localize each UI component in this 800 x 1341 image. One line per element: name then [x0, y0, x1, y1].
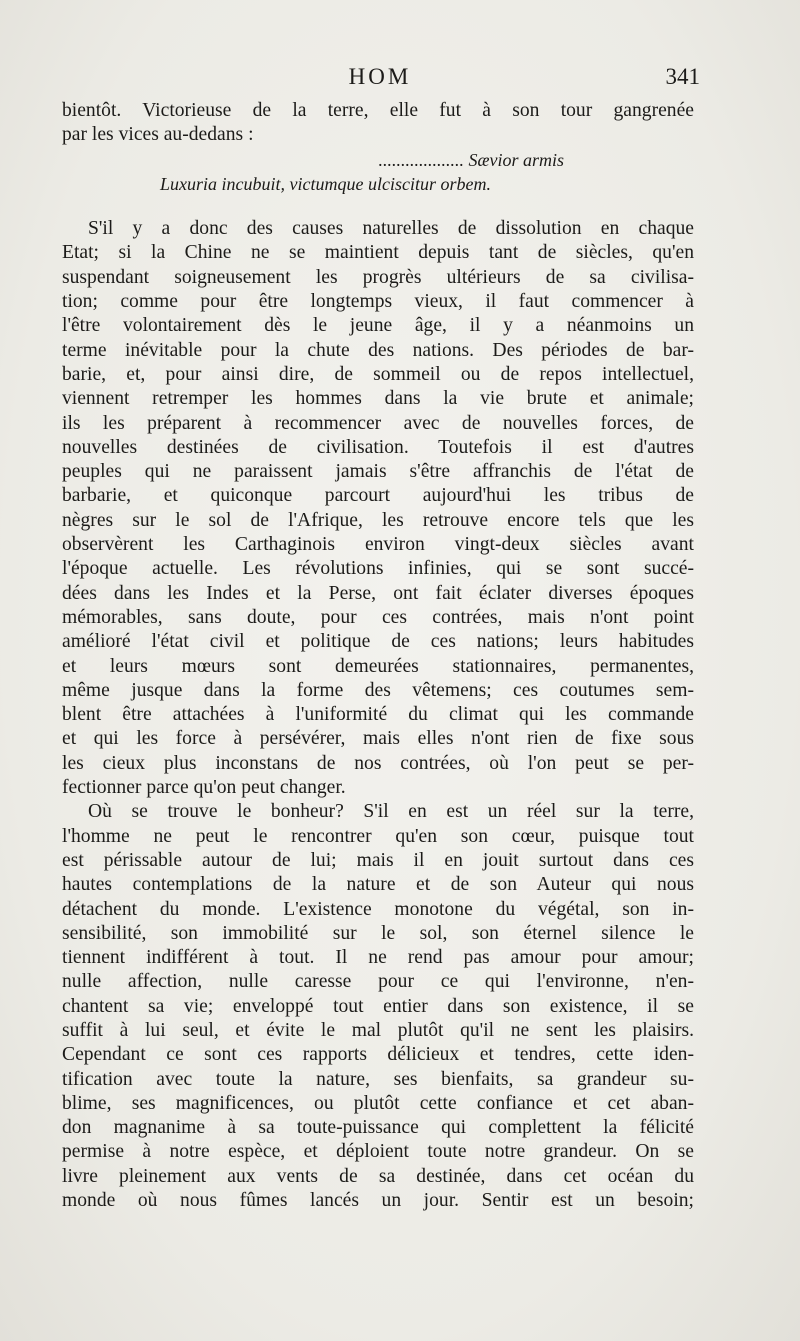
text-line: tification avec toute la nature, ses bienfaits, sa grandeur su- — [62, 1068, 694, 1090]
text-line: l'époque actuelle. Les révolutions infinies, qui se sont succé- — [62, 558, 694, 580]
text-line: blime, ses magnificences, ou plutôt cette confiance et cet aban- — [62, 1092, 694, 1114]
text-line: nulle affection, nulle caresse pour ce qui l'environne, n'en- — [62, 971, 694, 993]
latin-quote-line: Luxuria incubuit, victumque ulciscitur orbem. — [160, 173, 491, 194]
text-line: fectionner parce qu'on peut changer. — [62, 777, 346, 799]
text-line: permise à notre espèce, et déploient toute notre grandeur. On se — [62, 1141, 694, 1163]
text-line: les cieux plus inconstans de nos contrées, où l'on peut se per- — [62, 752, 694, 774]
text-line: détachent du monde. L'existence monotone du végétal, son in- — [62, 898, 694, 920]
text-line: mémorables, sans doute, pour ces contrées, mais n'ont point — [62, 606, 694, 628]
text-line: Où se trouve le bonheur? S'il en est un réel sur la terre, — [88, 801, 694, 823]
text-line: Etat; si la Chine ne se maintient depuis tant de siècles, qu'en — [62, 242, 694, 264]
text-line: est périssable autour de lui; mais il en jouit surtout dans ces — [62, 849, 694, 871]
text-line: Cependant ce sont ces rapports délicieux et tendres, cette iden- — [62, 1044, 694, 1066]
text-line: bientôt. Victorieuse de la terre, elle fut à son tour gangrenée — [62, 100, 694, 121]
text-line: barbarie, et quiconque parcourt aujourd'hui les tribus de — [62, 485, 694, 507]
text-line: et qui les force à persévérer, mais elles n'ont rien de fixe sous — [62, 728, 694, 750]
text-line: terme inévitable pour la chute des nations. Des périodes de bar- — [62, 339, 694, 361]
text-line: viennent retremper les hommes dans la vie brute et animale; — [62, 388, 694, 410]
text-line: suspendant soigneusement les progrès ultérieurs de sa civilisa- — [62, 266, 694, 288]
text-line: nègres sur le sol de l'Afrique, les retrouve encore tels que les — [62, 509, 694, 531]
page-number: 341 — [665, 64, 700, 89]
text-line: peuples qui ne paraissent jamais s'être affranchis de l'état de — [62, 461, 694, 483]
text-line: et leurs mœurs sont demeurées stationnaires, permanentes, — [62, 655, 694, 677]
text-line: tiennent indifférent à tout. Il ne rend pas amour pour amour; — [62, 947, 694, 969]
text-line: dées dans les Indes et la Perse, ont fait éclater diverses époques — [62, 582, 694, 604]
text-line: ils les préparent à recommencer avec de nouvelles forces, de — [62, 412, 694, 434]
paragraph-gap — [62, 196, 694, 217]
text-line: l'être volontairement dès le jeune âge, il y a néanmoins un — [62, 315, 694, 337]
body-text — [62, 99, 694, 1213]
text-line: nouvelles destinées de civilisation. Toutefois il est d'autres — [62, 436, 694, 458]
text-line: S'il y a donc des causes naturelles de dissolution en chaque — [88, 218, 694, 240]
paragraph — [62, 217, 694, 800]
latin-quote-line: ................... Sævior armis — [378, 149, 564, 170]
text-line: chantent sa vie; enveloppé tout entier dans son existence, il se — [62, 995, 694, 1017]
page-header — [60, 64, 700, 98]
text-line: monde où nous fûmes lancés un jour. Sentir est un besoin; — [62, 1190, 694, 1212]
text-line: sensibilité, son immobilité sur le sol, son éternel silence le — [62, 922, 694, 944]
running-head: HOM — [348, 64, 412, 89]
text-line: l'homme ne peut le rencontrer qu'en son cœur, puisque tout — [62, 825, 694, 847]
paragraph — [62, 800, 694, 1213]
text-line: même jusque dans la forme des vêtemens; ces coutumes sem- — [62, 679, 694, 701]
text-line: barie, et, pour ainsi dire, de sommeil ou de repos intellectuel, — [62, 363, 694, 385]
text-line: don magnanime à sa toute-puissance qui complettent la félicité — [62, 1117, 694, 1139]
text-line: par les vices au-dedans : — [62, 124, 254, 146]
text-line: tion; comme pour être longtemps vieux, il faut commencer à — [62, 291, 694, 313]
text-line: blent être attachées à l'uniformité du climat qui les commande — [62, 704, 694, 726]
text-line: amélioré l'état civil et politique de ces nations; leurs habitudes — [62, 631, 694, 653]
text-line: suffit à lui seul, et évite le mal plutôt qu'il ne sent les plaisirs. — [62, 1019, 694, 1041]
text-line: livre pleinement aux vents de sa destinée, dans cet océan du — [62, 1165, 694, 1187]
text-line: observèrent les Carthaginois environ vingt-deux siècles avant — [62, 534, 694, 556]
text-line: hautes contemplations de la nature et de son Auteur qui nous — [62, 874, 694, 896]
